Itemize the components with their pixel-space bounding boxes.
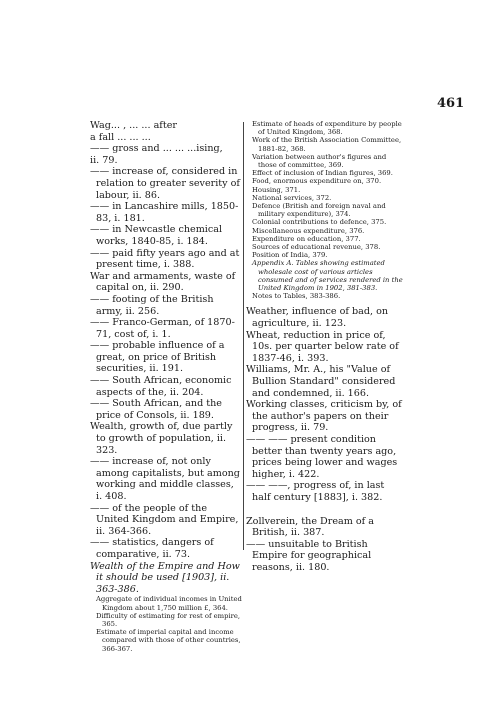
- index-entry: —— in Lancashire mills, 1850-83, i. 181.: [90, 201, 239, 224]
- index-entry-wealth-of-empire: Wealth of the Empire and How it should be used [1903], ii. 363-386.: [90, 560, 240, 595]
- index-entry: —— increase of, considered in relation to greater severity of labour, ii. 86.: [90, 166, 240, 201]
- index-subentry: Sources of educational revenue, 378.: [252, 243, 381, 252]
- index-subentry: National services, 372.: [252, 193, 332, 202]
- page-number: 461: [437, 96, 465, 111]
- index-entry: —— of the people of the United Kingdom and Empire, ii. 364-366.: [90, 502, 239, 537]
- index-subentry: Colonial contributions to defence, 375.: [252, 218, 387, 227]
- index-entry: ii. 79.: [90, 154, 118, 166]
- index-subentry: Notes to Tables, 383-386.: [252, 292, 341, 301]
- index-entry-war: War and armaments, waste of capital on, ii. 290.: [90, 270, 236, 294]
- index-entry: —— unsuitable to British Empire for geographical reasons, ii. 180.: [246, 538, 372, 573]
- index-subentry: Variation between author's figures and those of committee, 369.: [252, 152, 387, 170]
- index-subentry: Expenditure on education, 377.: [252, 234, 361, 243]
- index-entry: —— probable influence of a great, on price of British securities, ii. 191.: [90, 340, 225, 375]
- index-entry-wheat: Wheat, reduction in price of, 10s. per quarter below rate of 1837-46, i. 393.: [246, 329, 399, 364]
- index-entry-williams: Williams, Mr. A., his "Value of Bullion Standard" considered and condemned, ii. 166.: [246, 364, 396, 399]
- index-subentry: Defence (British and foreign naval and military expenditure), 374.: [252, 202, 386, 219]
- index-entry: —— increase of, not only among capitalists, but among working and middle classes, i. 408.: [90, 456, 240, 502]
- spacer: [246, 504, 404, 516]
- index-entry: —— ——, progress of, in last half century [1883], i. 382.: [246, 480, 385, 503]
- right-index-column: [246, 120, 404, 574]
- index-subentry: Work of the British Association Committee, 1881-82, 368.: [252, 136, 402, 153]
- index-entry: —— South African, economic aspects of the, ii. 204.: [90, 375, 232, 398]
- index-subentry: Difficulty of estimating for rest of empire, 365.: [96, 611, 241, 628]
- index-entry: —— in Newcastle chemical works, 1840-85, i. 184.: [90, 224, 223, 247]
- index-subentry: Housing, 371.: [252, 185, 301, 194]
- index-entry-wealth: Wealth, growth of, due partly to growth of population, ii. 323.: [90, 421, 233, 456]
- index-subentry: Miscellaneous expenditure, 376.: [252, 226, 365, 235]
- index-entry: —— paid fifty years ago and at present time, i. 388.: [90, 247, 240, 271]
- index-subentry: Estimate of heads of expenditure by people of United Kingdom, 368.: [252, 120, 402, 137]
- index-entry: Wag... , ... ... after: [90, 120, 177, 131]
- index-entry: —— footing of the British army, ii. 256.: [90, 293, 214, 317]
- index-subentry: Aggregate of individual incomes in United Kingdom about 1,750 million £, 364.: [96, 595, 242, 612]
- left-index-column: [90, 120, 242, 653]
- index-entry-zollverein: Zollverein, the Dream of a British, ii. 387.: [246, 515, 374, 539]
- index-entry-weather: Weather, influence of bad, on agriculture, ii. 123.: [246, 306, 389, 330]
- index-entry: a fall ... ... ...: [90, 131, 151, 143]
- index-entry: —— —— present condition better than twenty years ago, prices being lower and wages higher, i. 422.: [246, 434, 398, 480]
- index-subentry: Estimate of imperial capital and income compared with those of other countries, 366-367.: [96, 628, 241, 653]
- index-entry: —— statistics, dangers of comparative, ii. 73.: [90, 537, 214, 560]
- index-entry: —— gross and ... ... ...ising,: [90, 143, 223, 155]
- index-subentry: Effect of inclusion of Indian figures, 369.: [252, 169, 393, 178]
- index-entry: —— Franco-German, of 1870-71, cost of, i. 1.: [90, 317, 235, 340]
- index-subentry: Position of India, 379.: [252, 251, 328, 260]
- index-subentry-appendix: Appendix A. Tables showing estimated wholesale cost of various articles consumed and of services rendered in the United Kingdom in 1902, 381-383.: [252, 259, 403, 293]
- index-entry: —— South African, and the price of Consols, ii. 189.: [90, 398, 222, 421]
- column-divider: [243, 122, 244, 550]
- index-subentry: Food, enormous expenditure on, 370.: [252, 177, 382, 186]
- index-entry-working-classes: Working classes, criticism by, of the author's papers on their progress, ii. 79.: [246, 399, 402, 434]
